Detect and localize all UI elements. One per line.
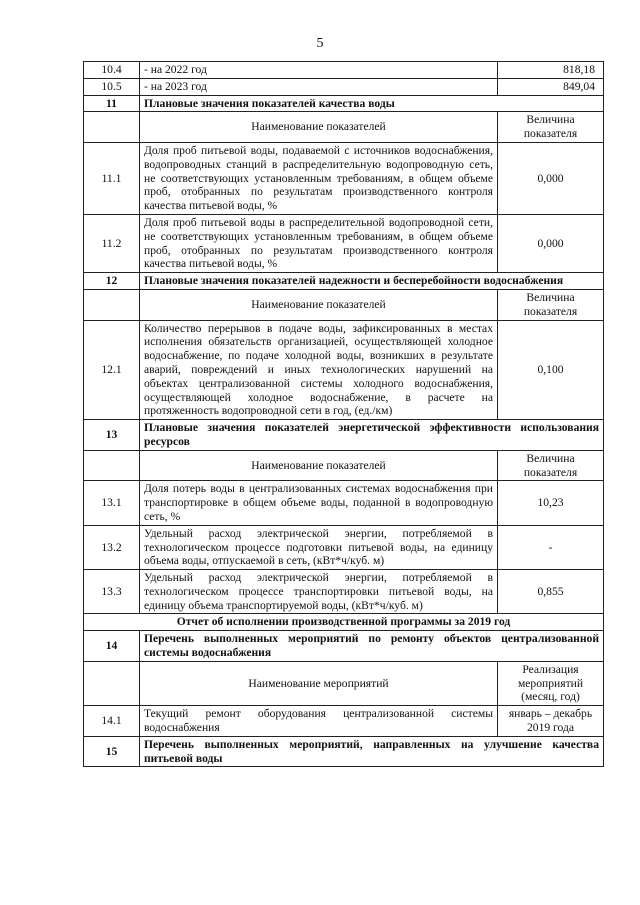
column-header-value: Величина показателя — [498, 450, 604, 481]
section-title: Плановые значения показателей надежности и бесперебойности водоснабжения — [140, 273, 604, 290]
column-header-name: Наименование мероприятий — [140, 661, 498, 705]
row-value: - — [498, 525, 604, 569]
row-text: - на 2023 год — [140, 78, 498, 95]
row-value: 10,23 — [498, 481, 604, 525]
row-text: Доля проб питьевой воды в распределительной водопроводной сети, не соответствующих установленным требованиям, в общем объеме проб, отобранных по результатам производственного контроля качества питьевой воды, % — [140, 214, 498, 272]
column-header-value: Величина показателя — [498, 289, 604, 320]
column-header-row — [84, 661, 604, 705]
table-row — [84, 570, 604, 614]
column-header-value: Величина показателя — [498, 112, 604, 143]
row-text: Доля потерь воды в централизованных системах водоснабжения при транспортировке в общем объеме воды, поданной в водопроводную сеть, % — [140, 481, 498, 525]
section-number: 14 — [84, 631, 140, 662]
section-number: 13 — [84, 420, 140, 451]
section-heading-row — [84, 736, 604, 767]
row-value: 0,855 — [498, 570, 604, 614]
row-number: 10.4 — [84, 62, 140, 79]
row-value: 0,000 — [498, 214, 604, 272]
row-number: 10.5 — [84, 78, 140, 95]
section-heading-row — [84, 420, 604, 451]
table-row — [84, 62, 604, 79]
row-value: 0,000 — [498, 142, 604, 214]
table-row — [84, 142, 604, 214]
row-number: 14.1 — [84, 706, 140, 737]
row-value: 818,18 — [498, 62, 604, 79]
report-heading-row — [84, 614, 604, 631]
row-value: январь – декабрь 2019 года — [498, 706, 604, 737]
row-number: 13.3 — [84, 570, 140, 614]
row-number: 13.2 — [84, 525, 140, 569]
table-row — [84, 525, 604, 569]
section-heading-row — [84, 273, 604, 290]
section-number: 11 — [84, 95, 140, 112]
row-text: Удельный расход электрической энергии, потребляемой в технологическом процессе подготовки питьевой воды, на единицу объема воды, отпускаемой в сеть, (кВт*ч/куб. м) — [140, 525, 498, 569]
row-value: 849,04 — [498, 78, 604, 95]
section-title: Перечень выполненных мероприятий, направленных на улучшение качества питьевой воды — [140, 736, 604, 767]
column-header-name: Наименование показателей — [140, 289, 498, 320]
row-value: 0,100 — [498, 320, 604, 420]
column-header-name: Наименование показателей — [140, 450, 498, 481]
row-number: 13.1 — [84, 481, 140, 525]
table-row — [84, 214, 604, 272]
section-heading-row — [84, 95, 604, 112]
row-number: 12.1 — [84, 320, 140, 420]
program-table — [83, 61, 604, 767]
section-number: 12 — [84, 273, 140, 290]
row-text: Удельный расход электрической энергии, потребляемой в технологическом процессе транспортировки питьевой воды, на единицу объема транспортируемой воды, (кВт*ч/куб. м) — [140, 570, 498, 614]
section-title: Плановые значения показателей энергетической эффективности использования ресурсов — [140, 420, 604, 451]
column-header-value: Реализация мероприятий (месяц, год) — [498, 661, 604, 705]
column-header-row — [84, 450, 604, 481]
column-header-name: Наименование показателей — [140, 112, 498, 143]
row-text: Доля проб питьевой воды, подаваемой с источников водоснабжения, водопроводных станций в распределительную водопроводную сеть, не соответствующих установленным требованиям, в общем объеме проб, отобранных по результатам производственного контроля качества питьевой воды, % — [140, 142, 498, 214]
section-title: Плановые значения показателей качества воды — [140, 95, 604, 112]
table-row — [84, 320, 604, 420]
row-text: Текущий ремонт оборудования централизованной системы водоснабжения — [140, 706, 498, 737]
section-heading-row — [84, 631, 604, 662]
column-header-row — [84, 289, 604, 320]
row-text: Количество перерывов в подаче воды, зафиксированных в местах исполнения обязательств организацией, осуществляющей холодное водоснабжение, по подаче холодной воды, возникших в результате аварий, повреждений и иных технологических нарушений на объектах централизованной системы холодного водоснабжения, осуществляющей холодное водоснабжение, в расчете на протяженность водопроводной сети в год, (ед./км) — [140, 320, 498, 420]
row-number: 11.1 — [84, 142, 140, 214]
column-header-row — [84, 112, 604, 143]
section-number: 15 — [84, 736, 140, 767]
section-title: Перечень выполненных мероприятий по ремонту объектов централизованной системы водоснабжения — [140, 631, 604, 662]
table-row — [84, 481, 604, 525]
table-row — [84, 78, 604, 95]
page-number: 5 — [316, 36, 324, 51]
row-text: - на 2022 год — [140, 62, 498, 79]
row-number: 11.2 — [84, 214, 140, 272]
table-row — [84, 706, 604, 737]
report-title: Отчет об исполнении производственной программы за 2019 год — [84, 614, 604, 631]
